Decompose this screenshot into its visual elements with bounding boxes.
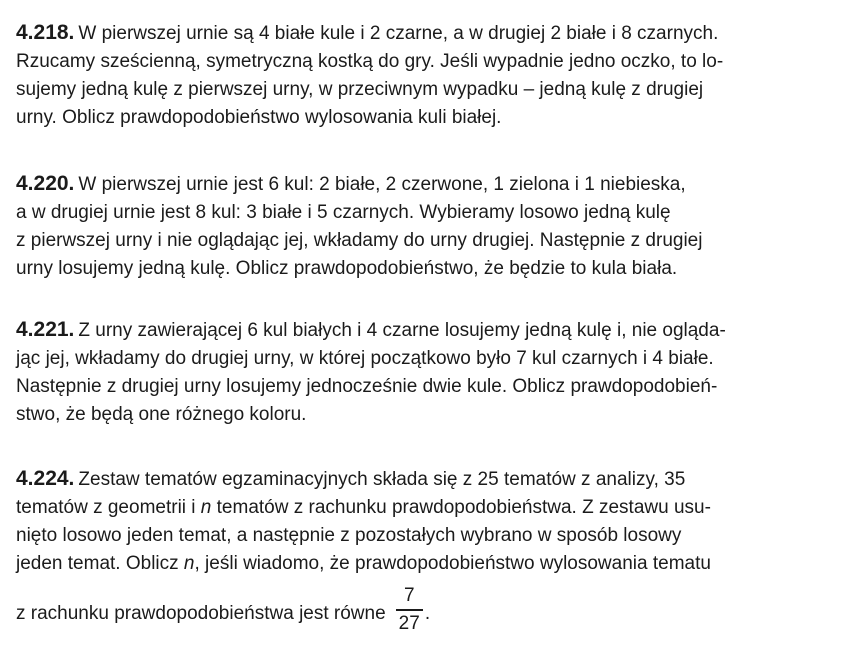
problem-text: z rachunku prawdopodobieństwa jest równe	[16, 603, 386, 625]
problem-4-224	[16, 465, 842, 640]
problem-line	[16, 585, 842, 640]
fraction	[396, 584, 423, 636]
problem-number: 4.218.	[16, 21, 75, 44]
problem-text: a w drugiej urnie jest 8 kul: 3 białe i 5 czarnych. Wybieramy losowo jedną kulę	[16, 202, 671, 223]
problem-number: 4.221.	[16, 318, 75, 341]
variable-n: n	[183, 553, 195, 574]
problem-text: jeden temat. Oblicz	[16, 553, 184, 574]
problem-number: 4.224.	[16, 467, 75, 490]
problem-text: urny losujemy jedną kulę. Oblicz prawdopodobieństwo, że będzie to kula biała.	[16, 258, 678, 279]
problem-text: Z urny zawierającej 6 kul białych i 4 czarne losujemy jedną kulę i, nie ogląda-	[78, 320, 726, 341]
problem-4-221	[16, 316, 842, 429]
problem-text: Rzucamy sześcienną, symetryczną kostką do gry. Jeśli wypadnie jedno oczko, to lo-	[16, 51, 724, 72]
problem-number: 4.220.	[16, 172, 75, 195]
problem-text: W pierwszej urnie jest 6 kul: 2 białe, 2 czerwone, 1 zielona i 1 niebieska,	[78, 174, 686, 195]
problem-line	[16, 170, 842, 199]
problem-text: Zestaw tematów egzaminacyjnych składa się z 25 tematów z analizy, 35	[78, 469, 686, 490]
problem-line	[16, 316, 842, 345]
problem-text: , jeśli wiadomo, że prawdopodobieństwo wylosowania tematu	[194, 553, 711, 574]
variable-n: n	[200, 497, 212, 518]
problem-text: z pierwszej urny i nie oglądając jej, wkładamy do urny drugiej. Następnie z drugiej	[16, 230, 703, 251]
problem-4-220	[16, 170, 842, 283]
period: .	[424, 603, 431, 625]
problem-line	[16, 550, 842, 578]
problem-text: sujemy jedną kulę z pierwszej urny, w przeciwnym wypadku – jedną kulę z drugiej	[16, 79, 704, 100]
problem-text: Następnie z drugiej urny losujemy jednocześnie dwie kule. Oblicz prawdopodobień-	[16, 376, 718, 397]
fraction-denominator: 27	[398, 613, 420, 634]
problem-line	[16, 494, 842, 522]
fraction-bar	[396, 609, 423, 611]
problem-text: nięto losowo jeden temat, a następnie z pozostałych wybrano w sposób losowy	[16, 525, 682, 546]
problem-text: jąc jej, wkładamy do drugiej urny, w której początkowo było 7 kul czarnych i 4 białe.	[16, 348, 714, 369]
problem-text: tematów z geometrii i	[16, 497, 201, 518]
problem-text: stwo, że będą one różnego koloru.	[16, 404, 307, 425]
problem-line	[16, 465, 842, 494]
problem-text: urny. Oblicz prawdopodobieństwo wylosowania kuli białej.	[16, 107, 502, 128]
problem-text: tematów z rachunku prawdopodobieństwa. Z zestawu usu-	[211, 497, 711, 518]
fraction-numerator: 7	[403, 585, 415, 606]
problem-text: W pierwszej urnie są 4 białe kule i 2 czarne, a w drugiej 2 białe i 8 czarnych.	[78, 23, 719, 44]
problem-4-218	[16, 19, 842, 132]
problem-line	[16, 19, 842, 48]
